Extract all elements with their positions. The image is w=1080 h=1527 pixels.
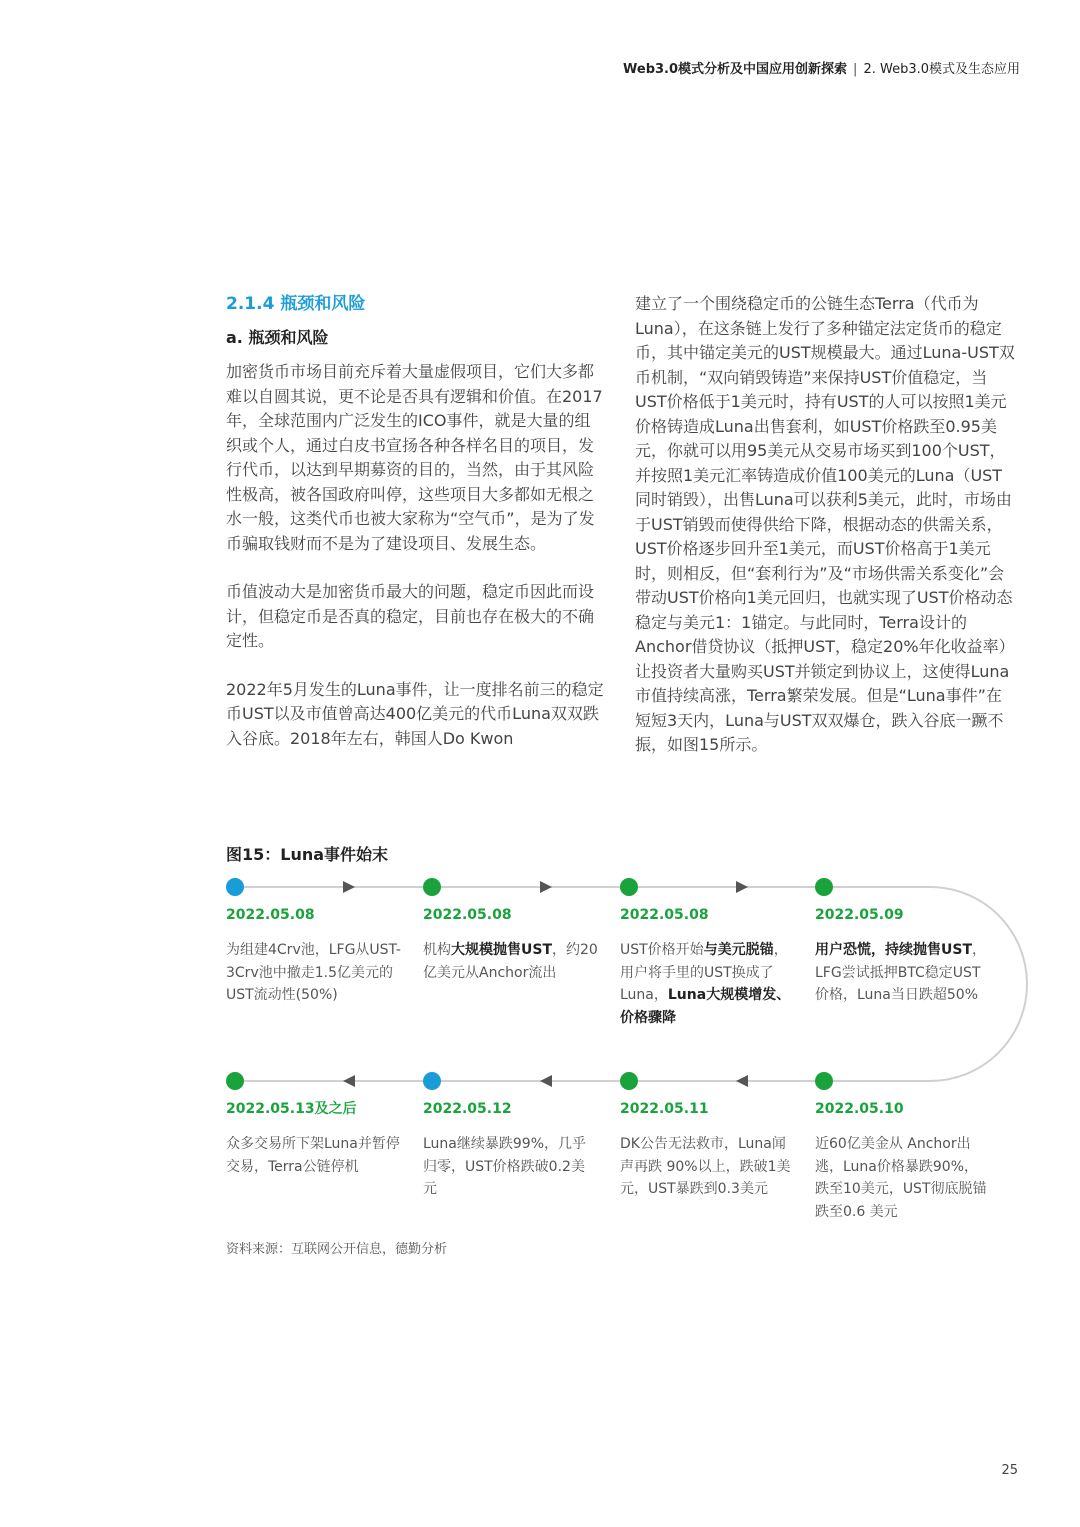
event-date: 2022.05.08 xyxy=(620,907,709,923)
timeline-event xyxy=(226,1099,401,1178)
event-description xyxy=(423,939,598,984)
event-date: 2022.05.13及之后 xyxy=(226,1101,357,1117)
arrow-left-icon xyxy=(540,1075,552,1087)
timeline-marker xyxy=(423,878,441,896)
event-description xyxy=(815,939,990,1007)
section-title: 2.1.4 瓶颈和风险 xyxy=(226,294,366,314)
event-date: 2022.05.08 xyxy=(226,907,315,923)
timeline-event xyxy=(815,1099,990,1223)
event-description xyxy=(815,1133,990,1223)
event-highlight: 用户恐慌，持续抛售UST xyxy=(815,942,973,958)
paragraph: 2022年5月发生的Luna事件，让一度排名前三的稳定币UST以及市值曾高达400亿美元的代币Luna双双跌入谷底。2018年左右，韩国人Do Kwon xyxy=(226,679,604,748)
event-text: UST价格开始 xyxy=(620,942,704,958)
event-text: ，LFG尝试抵押BTC稳定UST价格，Luna当日跌超50% xyxy=(815,942,987,1003)
page-number: 25 xyxy=(1001,1463,1018,1478)
event-text: 为组建4Crv池，LFG从UST-3Crv池中撤走1.5亿美元的UST流动性(50%) xyxy=(226,942,401,1003)
report-title: Web3.0模式分析及中国应用创新探索 xyxy=(623,62,848,77)
timeline-marker xyxy=(226,1072,244,1090)
figure-title: 图15：Luna事件始末 xyxy=(226,845,389,864)
timeline-marker xyxy=(620,878,638,896)
event-highlight: 与美元脱锚 xyxy=(703,942,774,958)
timeline-event xyxy=(423,1099,598,1201)
chapter-title: 2. Web3.0模式及生态应用 xyxy=(863,62,1020,77)
timeline-event xyxy=(815,905,990,1007)
timeline-event xyxy=(620,1099,795,1201)
arrow-left-icon xyxy=(736,1075,748,1087)
event-text: Luna继续暴跌99%，几乎归零，UST价格跌破0.2美元 xyxy=(423,1136,586,1197)
arrow-left-icon xyxy=(343,1075,355,1087)
timeline-marker xyxy=(815,878,833,896)
timeline-marker xyxy=(423,1072,441,1090)
arrow-right-icon xyxy=(343,881,355,893)
arrow-right-icon xyxy=(540,881,552,893)
event-description xyxy=(620,939,795,1029)
event-text: ，约20亿美元从Anchor流出 xyxy=(423,942,598,981)
event-text: 近60亿美金从 Anchor出逃，Luna价格暴跌90%，跌至10美元，UST彻底脱锚跌至0.6 美元 xyxy=(815,1136,987,1220)
event-description xyxy=(226,939,401,1007)
event-highlight: 大规模抛售UST xyxy=(451,942,553,958)
timeline-event xyxy=(620,905,795,1029)
arrow-right-icon xyxy=(736,881,748,893)
event-text: 机构 xyxy=(423,942,451,958)
event-date: 2022.05.09 xyxy=(815,907,904,923)
event-description xyxy=(226,1133,401,1178)
event-date: 2022.05.12 xyxy=(423,1101,512,1117)
sub-title: a. 瓶颈和风险 xyxy=(226,328,329,347)
event-date: 2022.05.10 xyxy=(815,1101,904,1117)
timeline-event xyxy=(423,905,598,984)
paragraph: 加密货币市场目前充斥着大量虚假项目，它们大多都难以自圆其说，更不论是否具有逻辑和价值。在2017年，全球范围内广泛发生的ICO事件，就是大量的组织或个人，通过白皮书宣扬各种各样名目的项目，发行代币，以达到早期募资的目的，当然，由于其风险性极高，被各国政府叫停，这些项目大多都如无根之水一般，这类代币也被大家称为“空气币”，是为了发币骗取钱财而不是为了建设项目、发展生态。 xyxy=(226,362,603,553)
header-separator: | xyxy=(853,62,858,77)
event-text: ，用户将手里的UST换成了Luna， xyxy=(620,942,788,1003)
event-highlight: Luna大规模增发、价格骤降 xyxy=(620,987,791,1026)
timeline-event xyxy=(226,905,401,1007)
event-text: DK公告无法救市，Luna闻声再跌 90%以上，跌破1美元，UST暴跌到0.3美元 xyxy=(620,1136,791,1197)
event-date: 2022.05.08 xyxy=(423,907,512,923)
timeline-marker xyxy=(620,1072,638,1090)
event-description xyxy=(620,1133,795,1201)
paragraph: 币值波动大是加密货币最大的问题，稳定币因此而设计，但稳定币是否真的稳定，目前也存在极大的不确定性。 xyxy=(226,582,595,650)
timeline-marker xyxy=(815,1072,833,1090)
event-text: 众多交易所下架Luna并暂停交易，Terra公链停机 xyxy=(226,1136,400,1175)
paragraph: 建立了一个围绕稳定币的公链生态Terra（代币为Luna），在这条链上发行了多种锚定法定货币的稳定币，其中锚定美元的UST规模最大。通过Luna-UST双币机制，“双向销毁铸造”来保持UST价值稳定，当UST价格低于1美元时，持有UST的人可以按照1美元价格铸造成Luna出售套利，如UST价格跌至0.95美元，你就可以用95美元从交易市场买到100个UST，并按照1美元汇率铸造成价值100美元的Luna（UST同时销毁），出售Luna可以获利5美元，此时，市场由于UST销毁而使得供给下降，根据动态的供需关系，UST价格逐步回升至1美元，而UST价格高于1美元时，则相反，但“套利行为”及“市场供需关系变化”会带动UST价格向1美元回归，也就实现了UST价格动态稳定与美元1：1锚定。与此同时，Terra设计的Anchor借贷协议（抵押UST，稳定20%年化收益率）让投资者大量购买UST并锁定到协议上，这使得Luna市值持续高涨，Terra繁荣发展。但是“Luna事件”在短短3天内，Luna与UST双双爆仓，跌入谷底一蹶不振，如图15所示。 xyxy=(635,294,1015,754)
event-date: 2022.05.11 xyxy=(620,1101,709,1117)
event-description xyxy=(423,1133,598,1201)
timeline-marker xyxy=(226,878,244,896)
figure-source: 资料来源：互联网公开信息，德勤分析 xyxy=(226,1242,448,1257)
